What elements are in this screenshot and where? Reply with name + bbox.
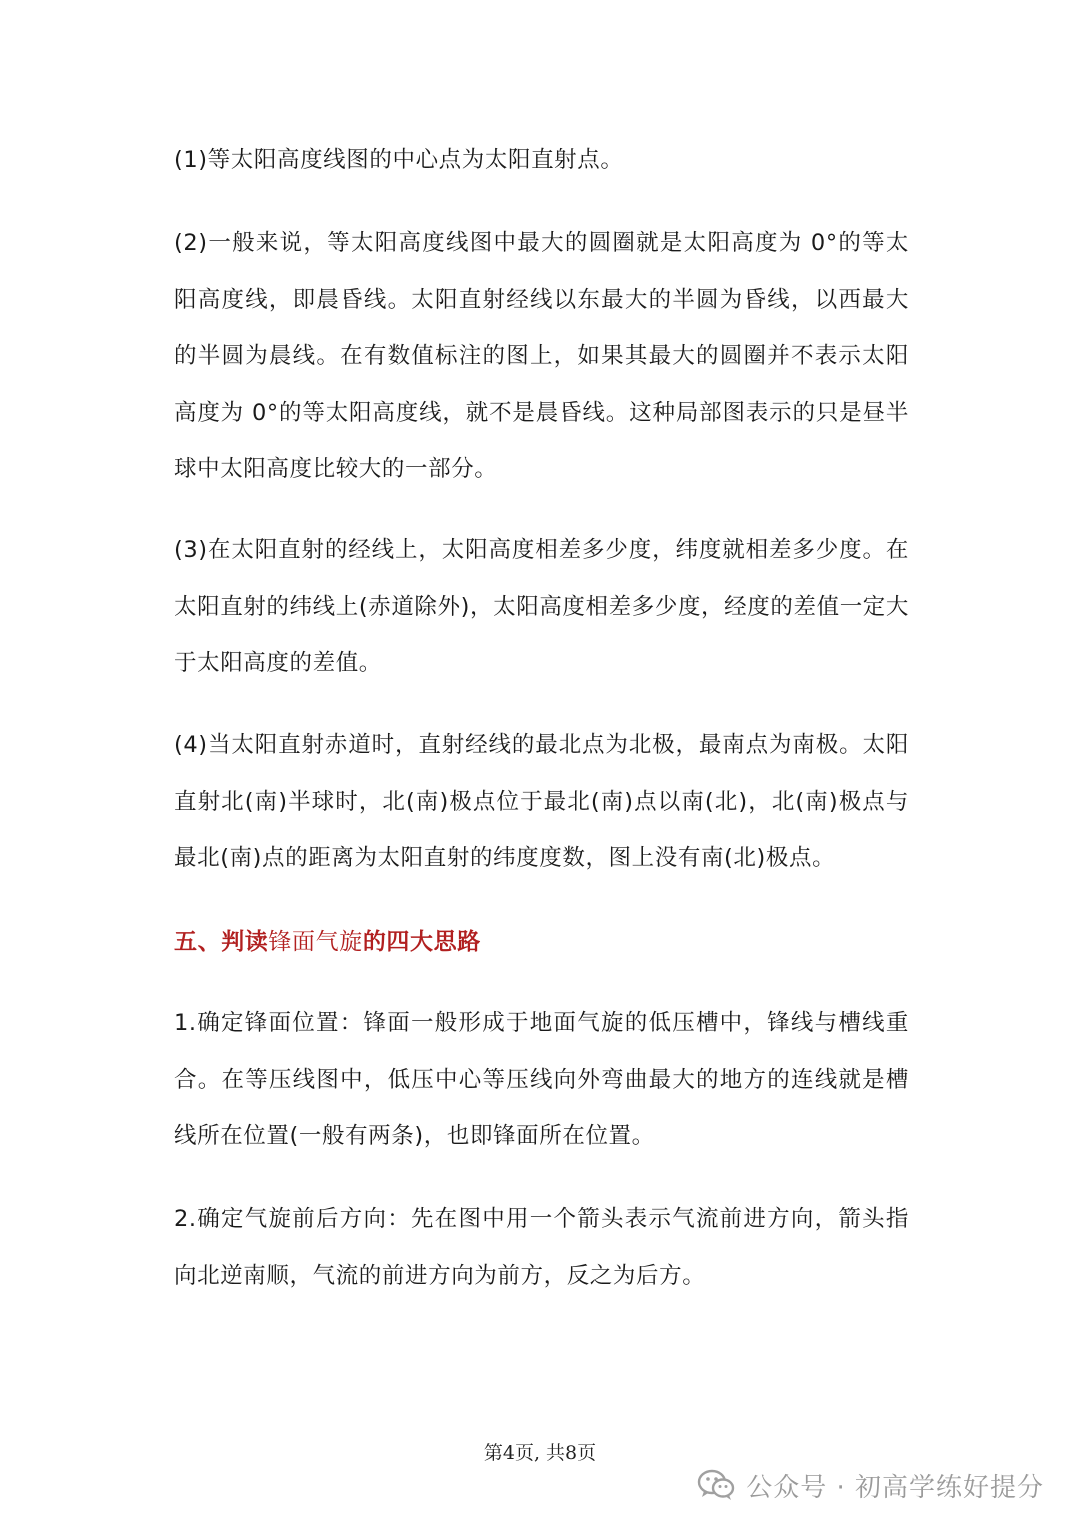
paragraph-1: (1)等太阳高度线图的中心点为太阳直射点。 xyxy=(174,147,624,173)
paragraph-3: (3)在太阳直射的经线上，太阳高度相差多少度，纬度就相差多少度。在太阳直射的纬线上(赤道除外)，太阳高度相差多少度，经度的差值一定大于太阳高度的差值。 xyxy=(174,537,909,676)
paragraph-4: (4)当太阳直射赤道时，直射经线的最北点为北极，最南点为南极。太阳直射北(南)半球时，北(南)极点位于最北(南)点以南(北)，北(南)极点与最北(南)点的距离为太阳直射的纬度度数，图上没有南(北)极点。 xyxy=(174,732,909,871)
paragraph-2: (2)一般来说，等太阳高度线图中最大的圆圈就是太阳高度为 0°的等太阳高度线，即晨昏线。太阳直射经线以东最大的半圆为昏线，以西最大的半圆为晨线。在有数值标注的图上，如果其最大的圆圈并不表示太阳高度为 0°的等太阳高度线，就不是晨昏线。这种局部图表示的只是昼半球中太阳高度比较大的一部分。 xyxy=(174,230,909,482)
section-heading-prefix: 五、判读 xyxy=(174,929,269,955)
watermark-text: 公众号 · 初高学练好提分 xyxy=(746,1472,1044,1503)
section-heading xyxy=(174,922,481,962)
section-heading-suffix: 的四大思路 xyxy=(362,929,481,955)
page-number: 第4页, 共8页 xyxy=(483,1442,597,1464)
step-2: 2.确定气旋前后方向：先在图中用一个箭头表示气流前进方向，箭头指向北逆南顺，气流的前进方向为前方，反之为后方。 xyxy=(174,1206,909,1289)
section-heading-topic: 锋面气旋 xyxy=(268,929,363,955)
watermark xyxy=(696,1462,1044,1508)
step-1: 1.确定锋面位置：锋面一般形成于地面气旋的低压槽中，锋线与槽线重合。在等压线图中，低压中心等压线向外弯曲最大的地方的连线就是槽线所在位置(一般有两条)，也即锋面所在位置。 xyxy=(174,1010,909,1149)
wechat-icon xyxy=(696,1467,736,1503)
